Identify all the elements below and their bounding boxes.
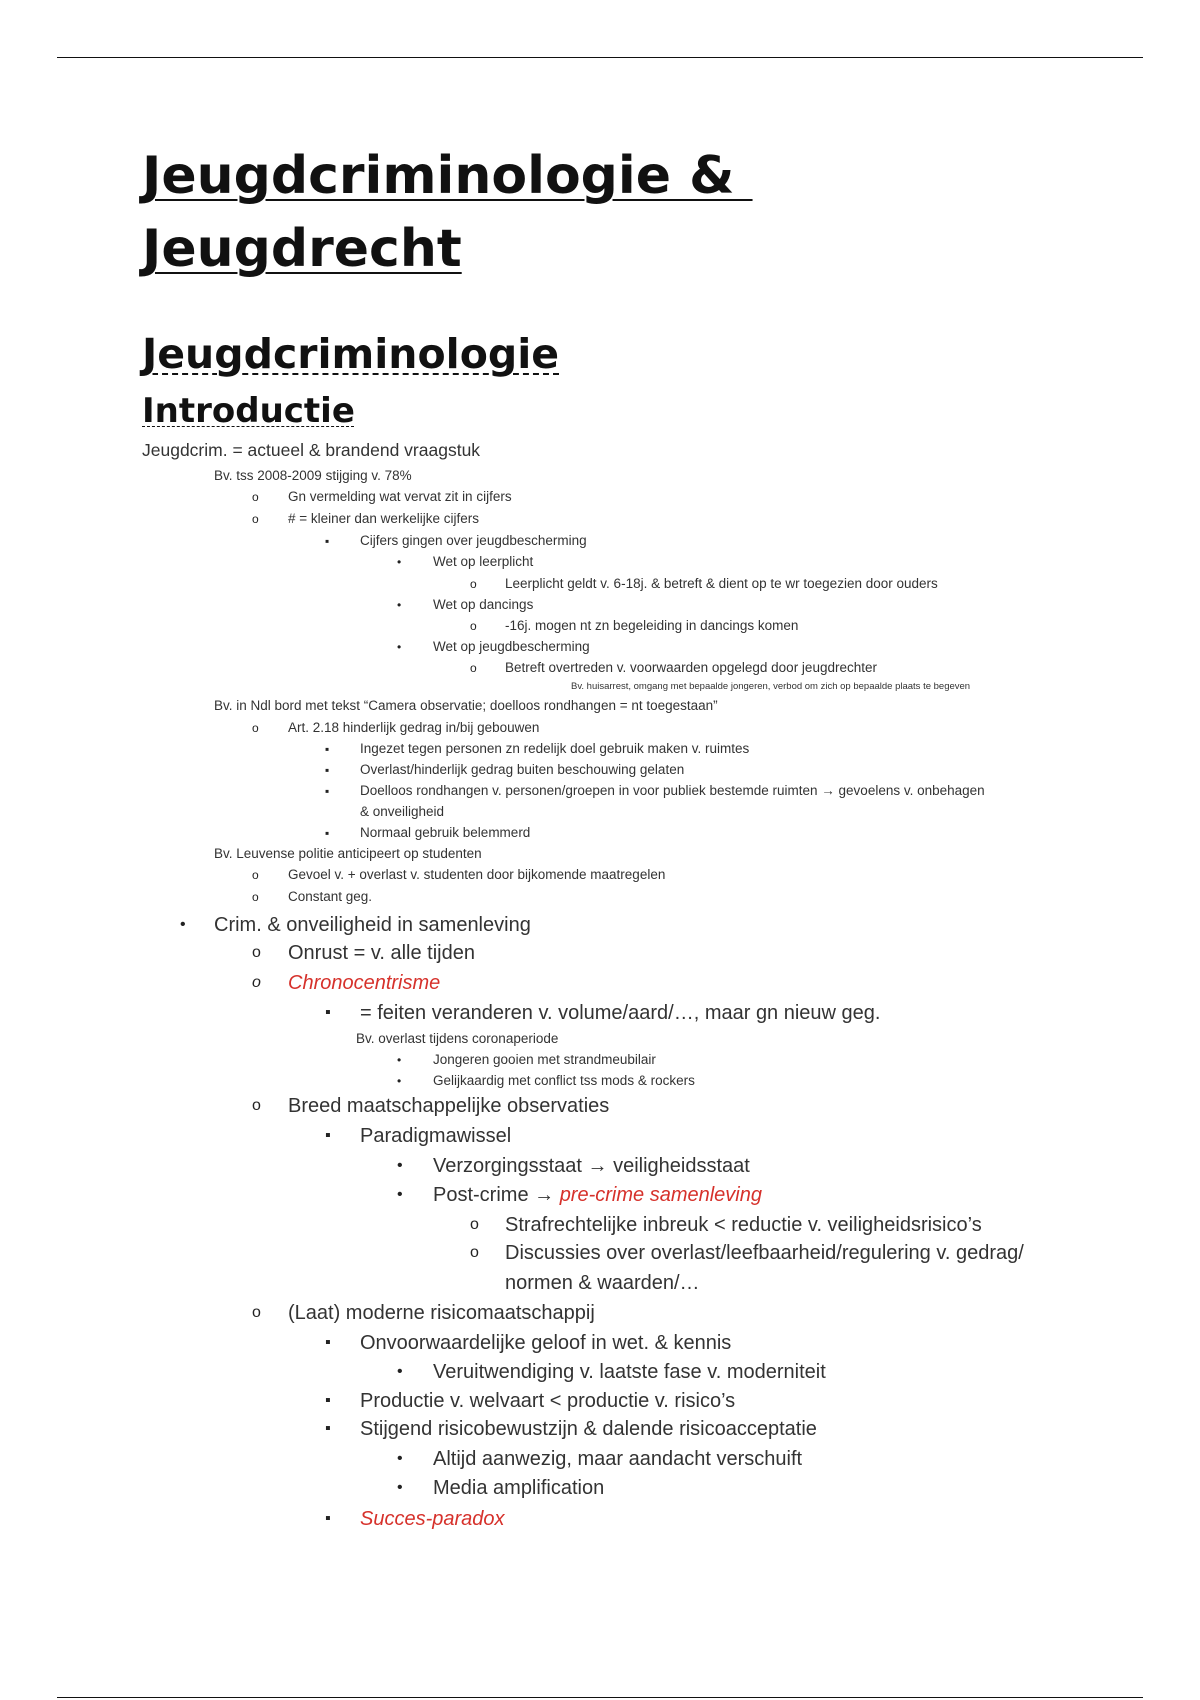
- list-item: # = kleiner dan werkelijke cijfers: [288, 511, 479, 526]
- top-rule: [57, 57, 1143, 58]
- dot-bullet-icon: •: [397, 555, 402, 569]
- circle-bullet-icon: o: [470, 1244, 479, 1261]
- dot-bullet-icon: •: [397, 598, 402, 612]
- list-item: Wet op jeugdbescherming: [433, 639, 590, 654]
- example-text: Bv. Leuvense politie anticipeert op studenten: [214, 846, 482, 861]
- square-bullet-icon: ▪: [325, 742, 330, 756]
- list-item: Ingezet tegen personen zn redelijk doel gebruik maken v. ruimtes: [360, 741, 750, 756]
- dot-bullet-icon: •: [397, 1363, 403, 1380]
- circle-bullet-icon: o: [252, 890, 259, 904]
- list-item-continuation: & onveiligheid: [360, 804, 445, 819]
- list-item-continuation: normen & waarden/…: [505, 1272, 700, 1294]
- dot-bullet-icon: •: [397, 1074, 402, 1088]
- list-item: Veruitwendiging v. laatste fase v. moderniteit: [433, 1361, 826, 1383]
- square-bullet-icon: ▪: [325, 784, 330, 798]
- square-bullet-icon: ▪: [325, 1004, 331, 1021]
- heading-introductie: Introductie: [142, 391, 355, 431]
- heading-jeugdcriminologie: Jeugdcriminologie: [142, 330, 560, 378]
- bottom-rule: [57, 1697, 1143, 1698]
- circle-bullet-icon: o: [252, 721, 259, 735]
- circle-bullet-icon: o: [470, 1216, 479, 1233]
- list-item: Normaal gebruik belemmerd: [360, 825, 531, 840]
- list-item: Discussies over overlast/leefbaarheid/regulering v. gedrag/: [505, 1242, 1024, 1264]
- list-item: Doelloos rondhangen v. personen/groepen in voor publiek bestemde ruimten → gevoelens v. onbehagen: [360, 783, 985, 798]
- dot-bullet-icon: •: [397, 1157, 403, 1174]
- dot-bullet-icon: •: [397, 640, 402, 654]
- list-item: Strafrechtelijke inbreuk < reductie v. veiligheidsrisico’s: [505, 1214, 982, 1236]
- example-text: Bv. in Ndl bord met tekst “Camera observatie; doelloos rondhangen = nt toegestaan”: [214, 698, 718, 713]
- title-line-1: Jeugdcriminologie &: [142, 146, 753, 206]
- square-bullet-icon: ▪: [325, 763, 330, 777]
- list-item: -16j. mogen nt zn begeleiding in dancings komen: [505, 618, 799, 633]
- list-item: Gelijkaardig met conflict tss mods & rockers: [433, 1073, 695, 1088]
- square-bullet-icon: ▪: [325, 1127, 331, 1144]
- dot-bullet-icon: •: [180, 916, 186, 933]
- dot-bullet-icon: •: [397, 1053, 402, 1067]
- list-item: Leerplicht geldt v. 6-18j. & betreft & dient op te wr toegezien door ouders: [505, 576, 938, 591]
- square-bullet-icon: ▪: [325, 1420, 331, 1437]
- list-item: Wet op dancings: [433, 597, 534, 612]
- list-item: Stijgend risicobewustzijn & dalende risicoacceptatie: [360, 1418, 817, 1440]
- list-item-highlight: Succes-paradox: [360, 1508, 505, 1530]
- square-bullet-icon: ▪: [325, 826, 330, 840]
- list-item: Onvoorwaardelijke geloof in wet. & kennis: [360, 1332, 732, 1354]
- document-title: [142, 140, 753, 286]
- list-item: Breed maatschappelijke observaties: [288, 1095, 610, 1117]
- list-item: Altijd aanwezig, maar aandacht verschuift: [433, 1448, 803, 1470]
- list-item: Constant geg.: [288, 889, 373, 904]
- circle-bullet-icon: o: [252, 490, 259, 504]
- pre-crime-highlight: pre-crime samenleving: [559, 1184, 762, 1206]
- circle-bullet-icon: o: [252, 1097, 261, 1114]
- circle-bullet-icon: o: [470, 577, 477, 591]
- circle-bullet-icon: o: [252, 1304, 261, 1321]
- dot-bullet-icon: •: [397, 1479, 403, 1496]
- list-item: Art. 2.18 hinderlijk gedrag in/bij gebouwen: [288, 720, 540, 735]
- square-bullet-icon: ▪: [325, 1392, 331, 1409]
- list-item: Onrust = v. alle tijden: [288, 942, 475, 964]
- circle-bullet-icon: o: [252, 974, 261, 991]
- circle-bullet-icon: o: [252, 512, 259, 526]
- square-bullet-icon: ▪: [325, 1334, 331, 1351]
- list-item: Jongeren gooien met strandmeubilair: [433, 1052, 656, 1067]
- list-item: Betreft overtreden v. voorwaarden opgelegd door jeugdrechter: [505, 660, 877, 675]
- list-item: Gn vermelding wat vervat zit in cijfers: [288, 489, 512, 504]
- circle-bullet-icon: o: [470, 619, 477, 633]
- dot-bullet-icon: •: [397, 1450, 403, 1467]
- list-item: Cijfers gingen over jeugdbescherming: [360, 533, 587, 548]
- list-item: Overlast/hinderlijk gedrag buiten beschouwing gelaten: [360, 762, 685, 777]
- list-item: [433, 1182, 762, 1208]
- circle-bullet-icon: o: [470, 661, 477, 675]
- list-item: Gevoel v. + overlast v. studenten door bijkomende maatregelen: [288, 867, 666, 882]
- square-bullet-icon: ▪: [325, 534, 330, 548]
- example-text: Bv. tss 2008-2009 stijging v. 78%: [214, 468, 412, 483]
- list-item: Verzorgingsstaat → veiligheidsstaat: [433, 1155, 750, 1177]
- list-item: Media amplification: [433, 1477, 605, 1499]
- list-item: = feiten veranderen v. volume/aard/…, maar gn nieuw geg.: [360, 1002, 881, 1024]
- list-item: Paradigmawissel: [360, 1125, 512, 1147]
- list-item: Crim. & onveiligheid in samenleving: [214, 914, 531, 936]
- example-text: Bv. huisarrest, omgang met bepaalde jongeren, verbod om zich op bepaalde plaats te begeven: [571, 681, 971, 692]
- title-line-2: Jeugdrecht: [142, 219, 462, 279]
- list-item: Wet op leerplicht: [433, 554, 534, 569]
- square-bullet-icon: ▪: [325, 1510, 331, 1527]
- example-text: Bv. overlast tijdens coronaperiode: [356, 1031, 559, 1046]
- list-item: Productie v. welvaart < productie v. risico’s: [360, 1390, 736, 1412]
- intro-line: Jeugdcrim. = actueel & brandend vraagstuk: [142, 440, 481, 460]
- circle-bullet-icon: o: [252, 944, 261, 961]
- list-item-highlight: Chronocentrisme: [288, 972, 441, 994]
- post-crime-text: Post-crime →: [433, 1184, 560, 1206]
- dot-bullet-icon: •: [397, 1186, 403, 1203]
- list-item: (Laat) moderne risicomaatschappij: [288, 1302, 595, 1324]
- circle-bullet-icon: o: [252, 868, 259, 882]
